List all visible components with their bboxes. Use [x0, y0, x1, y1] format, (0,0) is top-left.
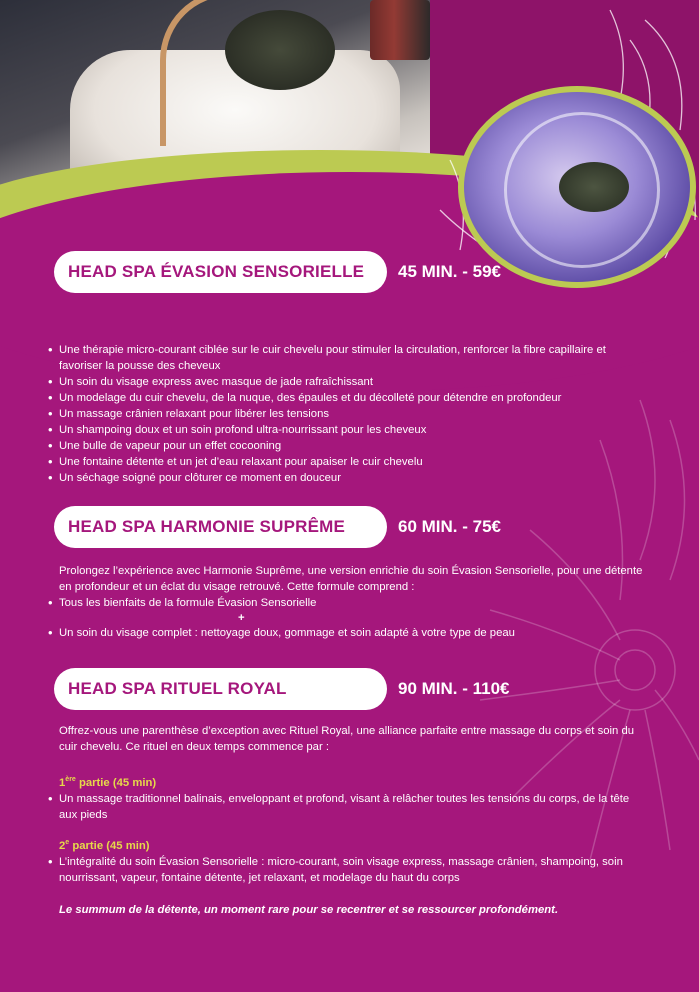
list-item: • L’intégralité du soin Évasion Sensorielle : micro-courant, soin visage express, massage crânien, shampoing, soin nourrissant, vapeur, fontaine détente, jet relaxant, et modelage du haut du corps	[48, 854, 648, 886]
plus-separator: +	[238, 612, 245, 624]
list-item: • Une fontaine détente et un jet d’eau relaxant pour apaiser le cuir chevelu	[48, 454, 648, 470]
list-item: • Tous les bienfaits de la formule Évasion Sensorielle	[48, 595, 648, 611]
section-title-pill-evasion	[54, 251, 387, 293]
closing-tagline: Le summum de la détente, un moment rare pour se recentrer et se ressourcer profondément.	[59, 903, 559, 916]
section-title-pill-royal	[54, 668, 387, 710]
part-one-label: 1ère partie (45 min)	[59, 776, 157, 789]
list-item: • Un massage crânien relaxant pour libérer les tensions	[48, 406, 648, 422]
section-title-royal: HEAD SPA RITUEL ROYAL	[68, 679, 287, 698]
section-title-harmonie: HEAD SPA HARMONIE SUPRÊME	[68, 517, 346, 536]
list-item: • Un soin du visage express avec masque de jade rafraîchissant	[48, 374, 648, 390]
price-evasion: 45 MIN. - 59€	[398, 262, 501, 281]
steam-dome-photo	[458, 86, 696, 288]
price-royal: 90 MIN. - 110€	[398, 679, 510, 698]
section-harmonie-body	[48, 563, 648, 641]
royal-intro: Offrez-vous une parenthèse d’exception avec Rituel Royal, une alliance parfaite entre massage du corps et soin du cuir chevelu. Ce rituel en deux temps commence par :	[59, 725, 635, 753]
section-title-pill-harmonie	[54, 506, 387, 548]
section-evasion-body	[48, 342, 648, 486]
list-item: • Un shampoing doux et un soin profond ultra-nourrissant pour les cheveux	[48, 422, 648, 438]
part-two-label: 2e partie (45 min)	[59, 838, 150, 852]
evasion-list	[48, 342, 648, 486]
list-item: • Un massage traditionnel balinais, enveloppant et profond, visant à relâcher toutes les tensions du corps, de la tête aux pieds	[48, 791, 648, 823]
price-harmonie: 60 MIN. - 75€	[398, 517, 501, 536]
list-item: • Une bulle de vapeur pour un effet cocooning	[48, 438, 648, 454]
section-title-evasion: HEAD SPA ÉVASION SENSORIELLE	[68, 262, 365, 281]
list-item: • Un modelage du cuir chevelu, de la nuque, des épaules et du décolleté pour détendre en profondeur	[48, 390, 648, 406]
list-item: • Un séchage soigné pour clôturer ce moment en douceur	[48, 470, 648, 486]
harmonie-intro: Prolongez l’expérience avec Harmonie Suprême, une version enrichie du soin Évasion Sensorielle, pour une détente en profondeur et un éclat du visage retrouvé. Cette formule comprend :	[59, 565, 643, 593]
section-royal-body	[48, 723, 648, 918]
list-item: • Une thérapie micro-courant ciblée sur le cuir chevelu pour stimuler la circulation, renforcer la fibre capillaire et favoriser la pousse des cheveux	[48, 342, 648, 374]
list-item: • Un soin du visage complet : nettoyage doux, gommage et soin adapté à votre type de peau	[48, 625, 648, 641]
